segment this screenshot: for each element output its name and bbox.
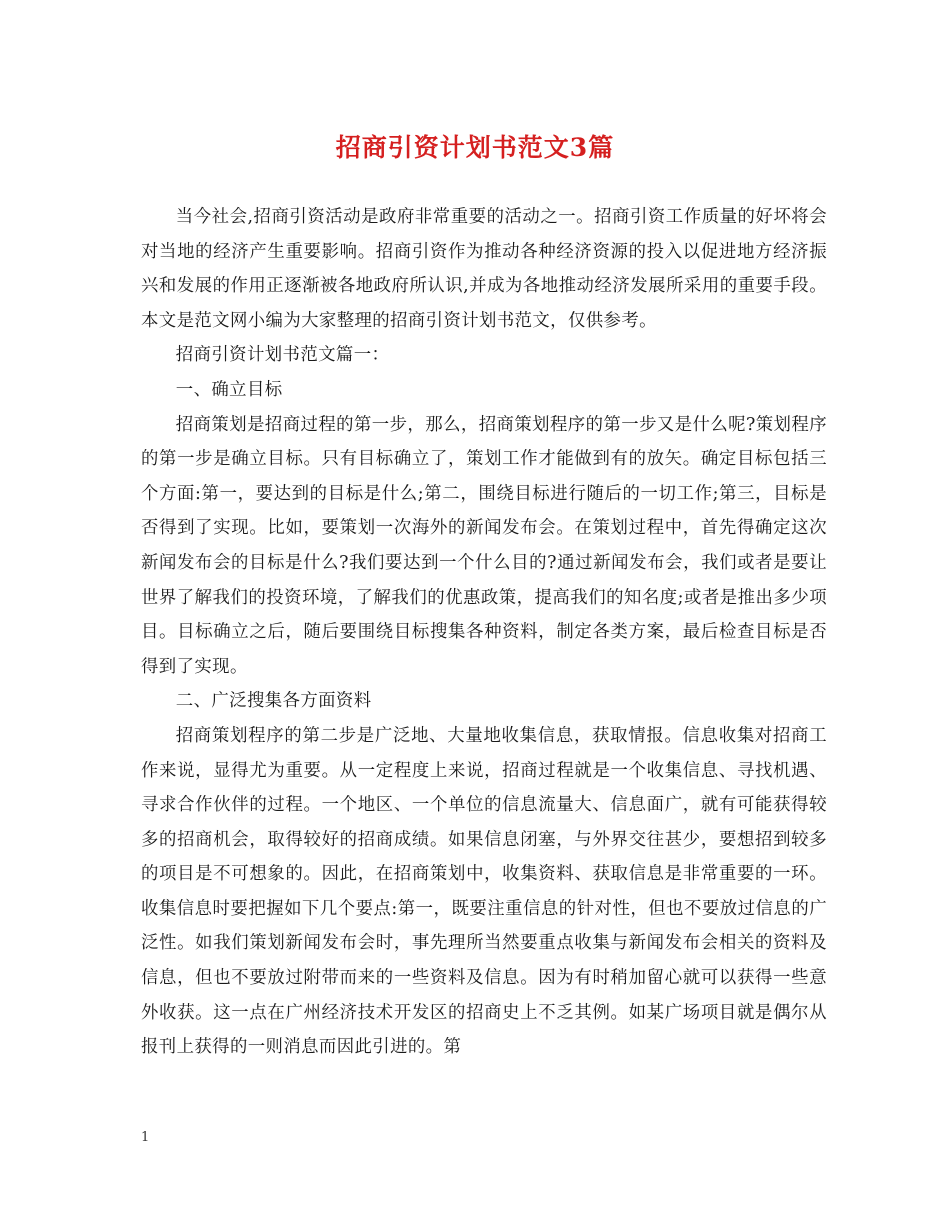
paragraph-section-heading: 招商引资计划书范文篇一： xyxy=(175,345,390,366)
page-number: 1 xyxy=(141,1130,150,1145)
document-title: 招商引资计划书范文3篇 xyxy=(335,133,615,162)
paragraph-subheading-2: 二、广泛搜集各方面资料 xyxy=(175,691,372,712)
document-body xyxy=(141,200,827,1065)
paragraph-body-2: 招商策划程序的第二步是广泛地、大量地收集信息，获取情报。信息收集对招商工作来说，显得尤为重要。从一定程度上来说，招商过程就是一个收集信息、寻找机遇、寻求合作伙伴的过程。一个地区、一个单位的信息流量大、信息面广，就有可能获得较多的招商机会，取得较好的招商成绩。如果信息闭塞，与外界交往甚少，要想招到较多的项目是不可想象的。因此，在招商策划中，收集资料、获取信息是非常重要的一环。收集信息时要把握如下几个要点:第一，既要注重信息的针对性，但也不要放过信息的广泛性。如我们策划新闻发布会时，事先理所当然要重点收集与新闻发布会相关的资料及信息，但也不要放过附带而来的一些资料及信息。因为有时稍加留心就可以获得一些意外收获。这一点在广州经济技术开发区的招商史上不乏其例。如某广场项目就是偶尔从报刊上获得的一则消息而因此引进的。第 xyxy=(141,725,827,1058)
paragraph-subheading-1: 一、确立目标 xyxy=(175,379,283,400)
paragraph-body-1: 招商策划是招商过程的第一步，那么，招商策划程序的第一步又是什么呢?策划程序的第一步是确立目标。只有目标确立了，策划工作才能做到有的放矢。确定目标包括三个方面:第一，要达到的目标是什么;第二，围绕目标进行随后的一切工作;第三，目标是否得到了实现。比如，要策划一次海外的新闻发布会。在策划过程中，首先得确定这次新闻发布会的目标是什么?我们要达到一个什么目的?通过新闻发布会，我们或者是要让世界了解我们的投资环境，了解我们的优惠政策，提高我们的知名度;或者是推出多少项目。目标确立之后，随后要围绕目标搜集各种资料，制定各类方案，最后检查目标是否得到了实现。 xyxy=(141,414,827,677)
paragraph-intro: 当今社会,招商引资活动是政府非常重要的活动之一。招商引资工作质量的好坏将会对当地的经济产生重要影响。招商引资作为推动各种经济资源的投入以促进地方经济振兴和发展的作用正逐渐被各地政府所认识,并成为各地推动经济发展所采用的重要手段。本文是范文网小编为大家整理的招商引资计划书范文，仅供参考。 xyxy=(141,207,827,331)
